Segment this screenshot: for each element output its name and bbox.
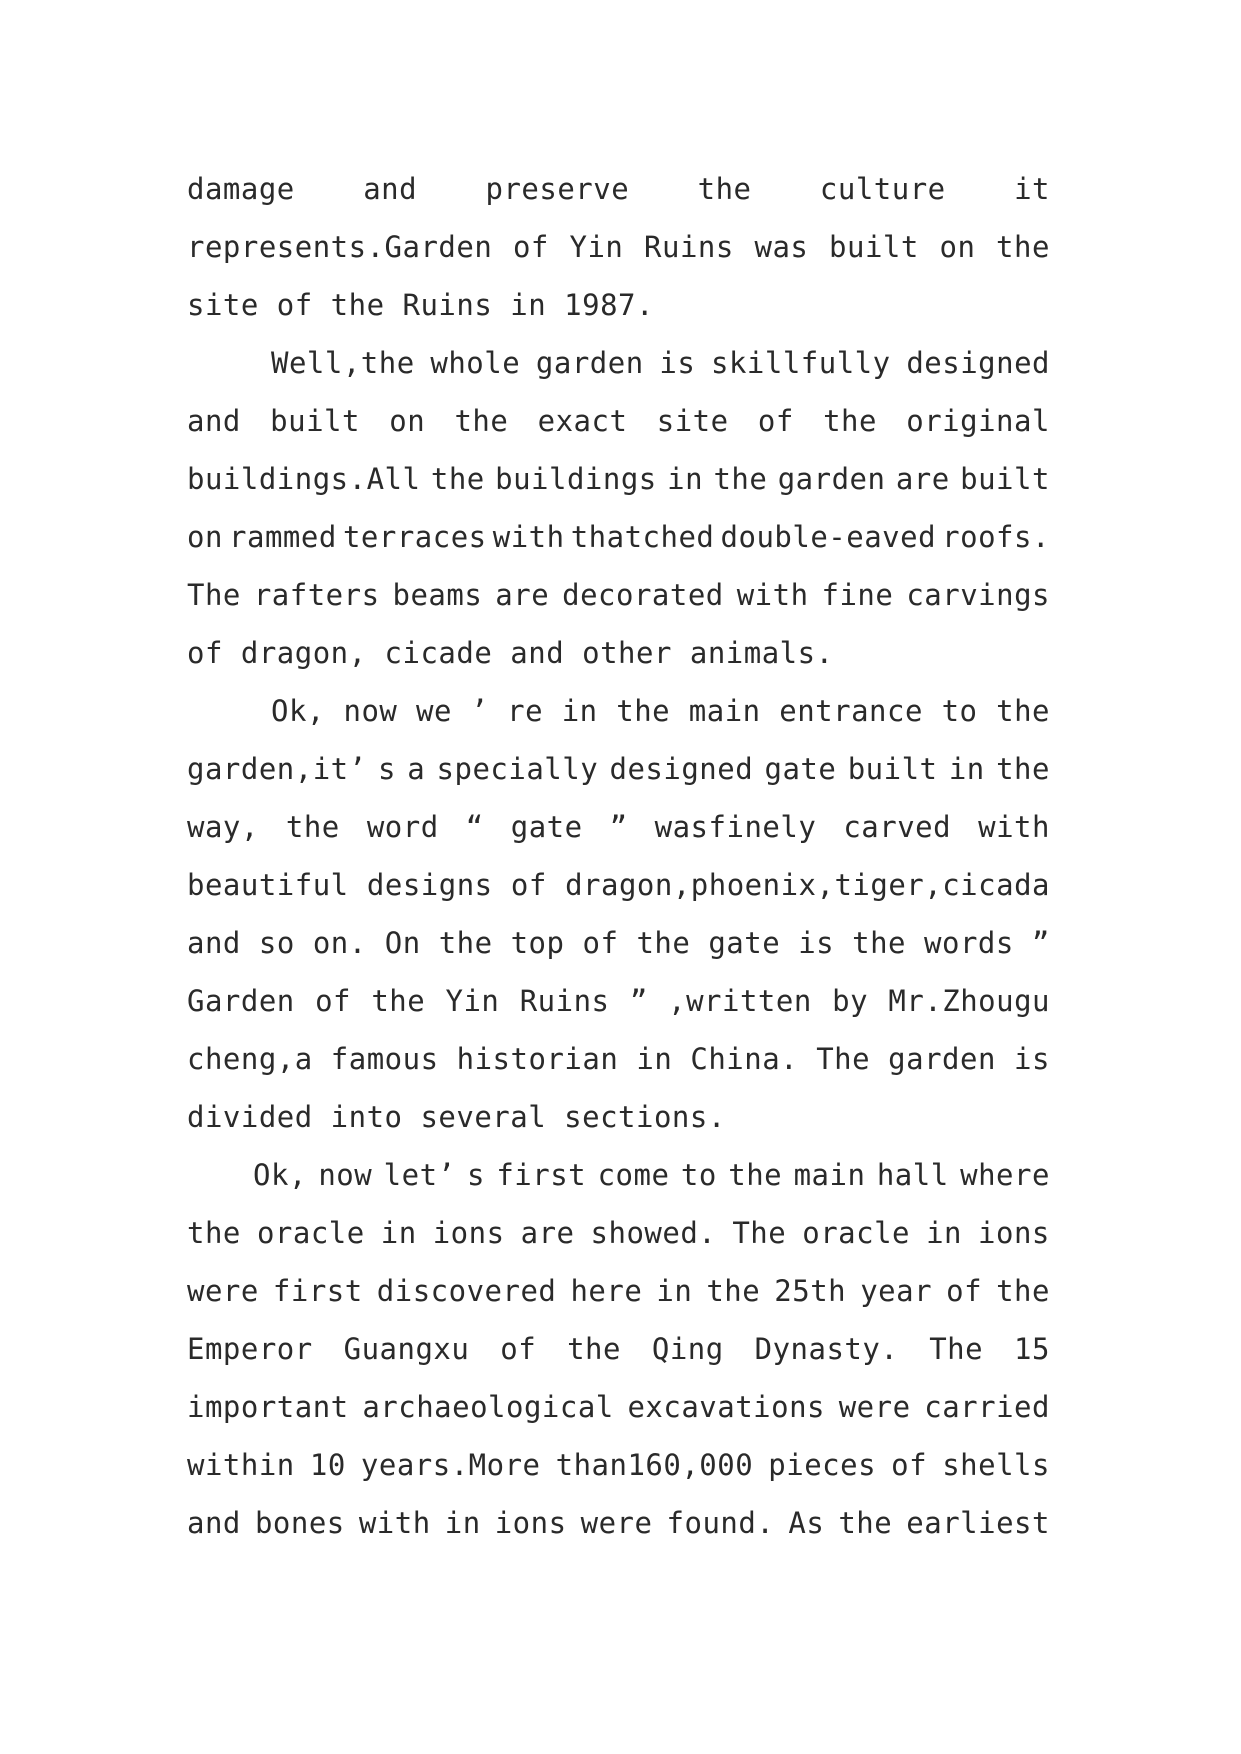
word: Ruins	[644, 230, 734, 264]
word: entrance	[779, 694, 923, 728]
text-line	[187, 972, 1050, 1030]
word: rafters	[253, 578, 380, 612]
word: carried	[924, 1390, 1050, 1424]
word: carvings	[906, 578, 1050, 612]
word: is	[659, 346, 696, 380]
word: now	[318, 1158, 373, 1192]
word: bones	[254, 1506, 345, 1540]
word: the	[838, 1506, 893, 1540]
word: 15	[1014, 1332, 1050, 1366]
word: 10	[309, 1448, 346, 1482]
word: designed	[906, 346, 1050, 380]
word: here	[570, 1274, 643, 1308]
word: gate	[764, 752, 837, 786]
word: in	[444, 1506, 481, 1540]
word: built	[847, 752, 938, 786]
word: of	[510, 868, 547, 902]
word: is	[798, 926, 835, 960]
word: now	[343, 694, 398, 728]
word: the	[996, 694, 1050, 728]
word: s	[377, 752, 396, 786]
text-line	[187, 856, 1050, 914]
word: on.	[312, 926, 367, 960]
word: The	[816, 1042, 871, 1076]
word: garden,it’	[187, 752, 367, 786]
text-line	[187, 450, 1050, 508]
word: double-eaved	[720, 520, 937, 554]
word: in	[636, 1042, 673, 1076]
word: with	[736, 578, 809, 612]
word: beautiful	[187, 868, 349, 902]
word: re	[507, 694, 544, 728]
word: earliest	[906, 1506, 1050, 1540]
word: Yin	[569, 230, 624, 264]
word: buildings	[495, 462, 657, 496]
word: s	[466, 1158, 485, 1192]
text-line	[187, 566, 1050, 624]
word: in	[656, 1274, 693, 1308]
word: with	[492, 520, 565, 554]
word: on	[187, 520, 223, 554]
word: were	[580, 1506, 653, 1540]
word: word	[366, 810, 439, 844]
word: the	[636, 926, 691, 960]
text-line: of dragon, cicade and other animals.	[187, 636, 834, 670]
word: within	[187, 1448, 295, 1482]
word: were	[187, 1274, 259, 1308]
word: the	[996, 752, 1050, 786]
word: in	[948, 752, 985, 786]
word: by	[832, 984, 869, 1018]
word: Guangxu	[343, 1332, 470, 1366]
word: China.	[690, 1042, 799, 1076]
word: excavations	[627, 1390, 826, 1424]
word: the	[567, 1332, 621, 1366]
word: the	[713, 462, 768, 496]
word: specially	[436, 752, 599, 786]
word: of	[891, 1448, 928, 1482]
word: of	[512, 230, 549, 264]
word: Yin	[445, 984, 500, 1018]
text-line	[187, 740, 1050, 798]
word: decorated	[562, 578, 724, 612]
text-line	[187, 1378, 1050, 1436]
word: the	[697, 172, 752, 206]
word: garden	[535, 346, 644, 380]
word: Mr.Zhougu	[888, 984, 1050, 1018]
text-line	[187, 1494, 1050, 1552]
word: dragon,phoenix,tiger,cicada	[565, 868, 1050, 902]
word: The	[732, 1216, 787, 1250]
word: are	[520, 1216, 575, 1250]
word: and	[187, 1506, 241, 1540]
word: pieces	[768, 1448, 877, 1482]
word: the	[430, 462, 485, 496]
word: in	[926, 1216, 962, 1250]
word: wasfinely	[654, 810, 817, 844]
word: come	[597, 1158, 670, 1192]
text-line	[187, 1436, 1050, 1494]
word: archaeological	[362, 1390, 614, 1424]
word: to	[941, 694, 978, 728]
word: ”	[1031, 926, 1050, 960]
word: oracle	[802, 1216, 911, 1250]
word: ,written	[668, 984, 812, 1018]
word: beams	[392, 578, 483, 612]
word: skillfully	[711, 346, 891, 380]
word: As	[788, 1506, 825, 1540]
word: ions	[978, 1216, 1050, 1250]
text-line	[187, 334, 1050, 392]
word: of	[500, 1332, 537, 1366]
word: 25th	[774, 1274, 847, 1308]
word: Ok,	[253, 1158, 307, 1192]
word: Qing	[651, 1332, 724, 1366]
word: original	[906, 404, 1050, 438]
word: where	[960, 1158, 1050, 1192]
word: designed	[609, 752, 754, 786]
word: is	[1014, 1042, 1050, 1076]
text-line	[187, 914, 1050, 972]
word: whole	[430, 346, 521, 380]
word: the	[438, 926, 493, 960]
word: of	[757, 404, 794, 438]
word: ”	[609, 810, 628, 844]
word: Garden	[187, 984, 295, 1018]
word: and	[187, 404, 241, 438]
word: in	[561, 694, 598, 728]
word: built	[829, 230, 919, 264]
word: exact	[537, 404, 628, 438]
text-line	[187, 1262, 1050, 1320]
text-line	[187, 1146, 1050, 1204]
word: main	[793, 1158, 866, 1192]
word: with	[358, 1506, 431, 1540]
word: of	[582, 926, 619, 960]
word: Ruins	[519, 984, 610, 1018]
word: words	[924, 926, 1014, 960]
word: it	[1014, 172, 1050, 206]
word: so	[258, 926, 295, 960]
word: ’	[470, 694, 489, 728]
word: built	[270, 404, 360, 438]
word: first	[272, 1274, 363, 1308]
word: historian	[456, 1042, 619, 1076]
word: year	[860, 1274, 933, 1308]
word: the	[371, 984, 426, 1018]
word: important	[187, 1390, 349, 1424]
word: On	[384, 926, 421, 960]
word: years.More	[360, 1448, 541, 1482]
word: terraces	[342, 520, 487, 554]
word: was	[754, 230, 809, 264]
word: in	[380, 1216, 417, 1250]
word: ions	[494, 1506, 567, 1540]
text-line	[187, 508, 1050, 566]
word: the	[285, 810, 340, 844]
word: first	[496, 1158, 587, 1192]
text-line	[187, 160, 1050, 218]
word: in	[667, 462, 704, 496]
text-line	[187, 1030, 1050, 1088]
word: ”	[629, 984, 648, 1018]
text-line: site of the Ruins in 1987.	[187, 288, 654, 322]
word: Emperor	[187, 1332, 313, 1366]
word: found.	[666, 1506, 775, 1540]
word: The	[187, 578, 241, 612]
word: let’	[383, 1158, 456, 1192]
word: garden	[888, 1042, 996, 1076]
word: ions	[432, 1216, 505, 1250]
word: buildings.All	[187, 462, 421, 496]
text-line	[187, 1204, 1050, 1262]
word: the	[616, 694, 671, 728]
word: cheng,a	[187, 1042, 313, 1076]
word: fine	[821, 578, 894, 612]
word: the	[728, 1158, 783, 1192]
word: showed.	[590, 1216, 717, 1250]
word: “	[465, 810, 484, 844]
word: with	[978, 810, 1050, 844]
word: and	[363, 172, 418, 206]
word: built	[960, 462, 1050, 496]
word: hall	[876, 1158, 949, 1192]
word: on	[939, 230, 976, 264]
word: on	[389, 404, 426, 438]
text-line	[187, 798, 1050, 856]
word: the	[996, 1274, 1050, 1308]
text-line	[187, 1320, 1050, 1378]
word: thatched	[570, 520, 715, 554]
word: top	[510, 926, 565, 960]
word: Well,the	[271, 346, 415, 380]
word: way,	[187, 810, 259, 844]
word: gate	[708, 926, 781, 960]
text-line	[187, 682, 1050, 740]
word: the	[454, 404, 509, 438]
text-line: divided into several sections.	[187, 1100, 726, 1134]
word: the	[996, 230, 1050, 264]
word: preserve	[485, 172, 630, 206]
word: roofs.	[942, 520, 1050, 554]
word: and	[187, 926, 241, 960]
word: rammed	[229, 520, 337, 554]
word: Dynasty.	[754, 1332, 899, 1366]
word: the	[852, 926, 907, 960]
word: The	[929, 1332, 984, 1366]
word: discovered	[376, 1274, 557, 1308]
word: Ok,	[271, 694, 325, 728]
word: famous	[330, 1042, 439, 1076]
word: represents.Garden	[187, 230, 493, 264]
word: were	[838, 1390, 911, 1424]
word: designs	[366, 868, 493, 902]
word: site	[656, 404, 729, 438]
word: a	[407, 752, 426, 786]
word: the	[187, 1216, 241, 1250]
word: oracle	[256, 1216, 365, 1250]
word: garden	[777, 462, 886, 496]
word: carved	[843, 810, 952, 844]
word: than160,000	[555, 1448, 754, 1482]
text-line	[187, 218, 1050, 276]
word: of	[946, 1274, 983, 1308]
word: are	[895, 462, 950, 496]
word: culture	[819, 172, 946, 206]
word: main	[688, 694, 761, 728]
text-line	[187, 392, 1050, 450]
document-body	[187, 160, 1050, 1552]
word: we	[416, 694, 452, 728]
word: shells	[942, 1448, 1050, 1482]
word: of	[315, 984, 351, 1018]
word: the	[823, 404, 877, 438]
word: are	[495, 578, 550, 612]
word: damage	[187, 172, 295, 206]
word: gate	[510, 810, 583, 844]
word: the	[706, 1274, 761, 1308]
word: to	[680, 1158, 717, 1192]
